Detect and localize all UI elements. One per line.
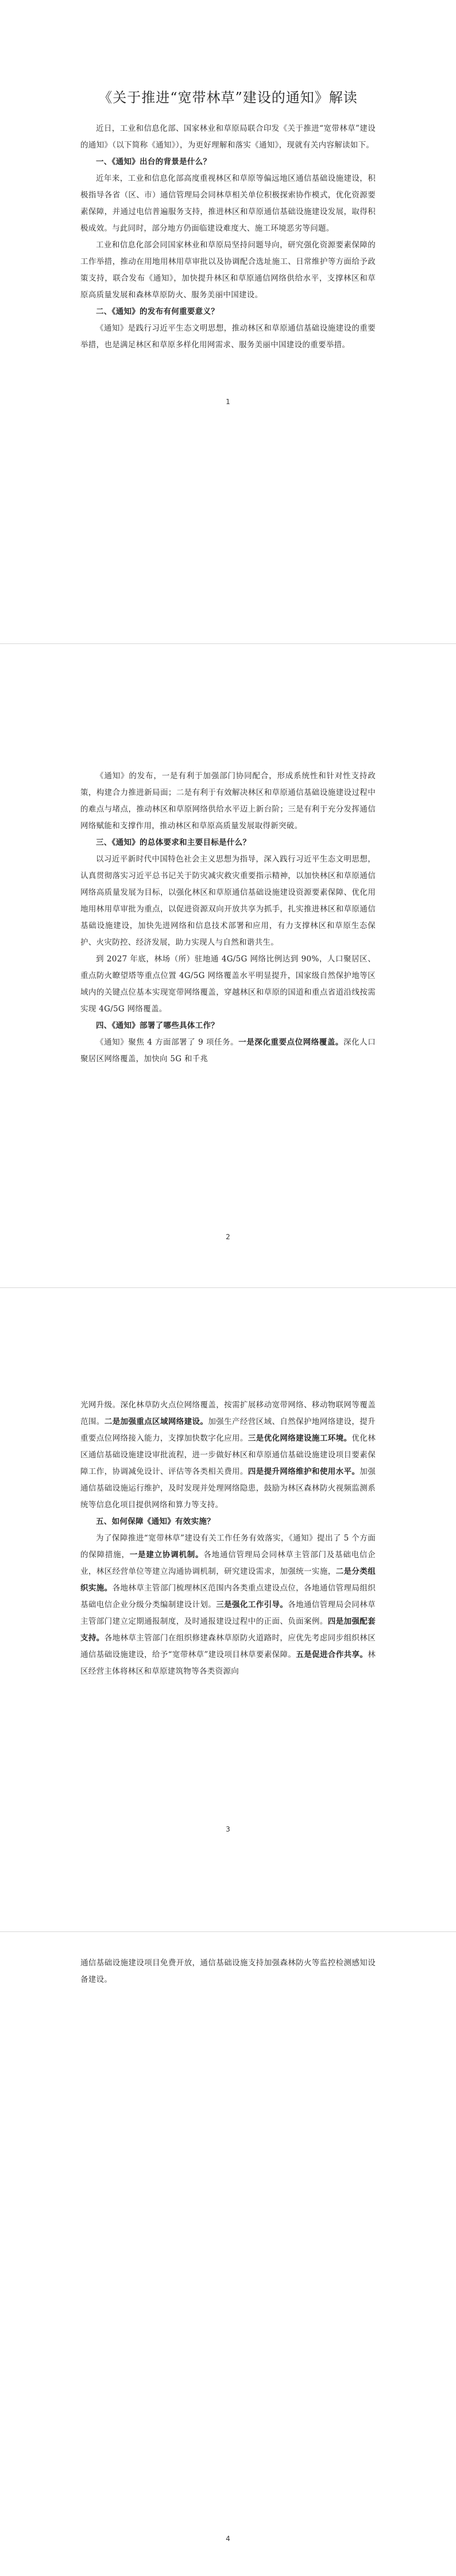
- page-4: [0, 1932, 456, 2576]
- body-paragraph: 到 2027 年底，林场（所）驻地通 4G/5G 网络比例达到 90%，人口聚居区、重点防火瞭望塔等重点位置 4G/5G 网络覆盖水平明显提升，国家级自然保护地等区域内的关键点位基本实现宽带网络覆盖，穿越林区和草原的国道和重点省道沿线按需实现 4G/5G 网络覆盖。: [80, 955, 376, 1014]
- body-paragraph: 通信基础设施建设项目免费开放，通信基础设施支持加强森林防火等监控检测感知设备建设。: [80, 1958, 376, 1984]
- page-2-content: [80, 768, 376, 1068]
- bold-run: 三是强化工作引导。: [216, 1600, 288, 1609]
- bold-run: 三是优化网络建设施工环境。: [248, 1434, 352, 1443]
- text-run: 各地林草主管部门在组织修建森林草原防火道路时，应优先考虑同步组织林区通信基础设施建设，给予“宽带林草”建设项目林草要素保障。: [80, 1634, 376, 1659]
- bold-run: 二是加强重点区域网络建设。: [104, 1417, 208, 1426]
- section-heading: 四、《通知》部署了哪些具体工作？: [96, 1021, 219, 1030]
- page-number: 3: [226, 1825, 230, 1833]
- text-run: 优化林区通信基础设施建设审批流程，进一步做好林区和草原通信基础设施建设项目要素保障工作，协调减免设计、评估等各类相关费用。: [80, 1434, 376, 1476]
- body-paragraph: 近年来，工业和信息化部高度重视林区和草原等偏远地区通信基础设施建设，积极指导各省（区、市）通信管理局会同林草相关单位积极探索协作模式，优化资源要素保障，并通过电信普遍服务支持，推进林区和草原通信基础设施建设发展，取得积极成效。与此同时，部分地方仍面临建设难度大、施工环境恶劣等问题。: [80, 174, 376, 233]
- page-divider: [0, 1287, 456, 1288]
- bold-run: 一是建立协调机制。: [129, 1550, 204, 1559]
- text-run: 光网升级。深化林草防火点位网络覆盖，按需扩展移动宽带网络、移动物联网等覆盖范围。: [80, 1400, 376, 1426]
- section-heading: 五、如何保障《通知》有效实施？: [96, 1517, 215, 1526]
- page-3-content: [80, 1397, 376, 1680]
- body-paragraph: [80, 1530, 376, 1680]
- page-1-content: [80, 121, 376, 354]
- page-divider: [0, 1931, 456, 1932]
- bold-run: 五是促进合作共享。: [296, 1650, 368, 1659]
- section-heading: 一、《通知》出台的背景是什么？: [96, 157, 211, 166]
- text-run: 加强通信基础设施运行维护，及时发现并处理网络隐患，鼓励为林区森林防火视频监测系统等信息化项目提供网络和算力等支持。: [80, 1467, 376, 1510]
- page-number: 4: [226, 2535, 230, 2543]
- body-paragraph: 工业和信息化部会同国家林业和草原局坚持问题导向，研究强化资源要素保障的工作举措，推动在用地用林用草审批以及协调配合选址施工、日常维护等方面给予政策支持，联合发布《通知》，加快提升林区和草原通信网络供给水平，支撑林区和草原高质量发展和森林草原防火、服务美丽中国建设。: [80, 240, 376, 300]
- body-paragraph: [80, 1034, 376, 1068]
- text-run: 加强生产经营区域、自然保护地网络建设，提升重要点位网络接入能力，支撑加快数字化应用。: [80, 1417, 376, 1443]
- bold-run: 二是分类组织实施。: [80, 1567, 376, 1593]
- page-4-content: [80, 1955, 376, 1988]
- text-run: 各地通信管理局会同林草主管部门建立定期通报制度，及时通报建设过程中的正面、负面案例。: [80, 1600, 376, 1626]
- page-2: [0, 644, 456, 1288]
- body-paragraph: 近日，工业和信息化部、国家林业和草原局联合印发《关于推进“宽带林草”建设的通知》（以下简称《通知》），为更好理解和落实《通知》，现就有关内容解读如下。: [80, 124, 376, 150]
- body-paragraph: 《通知》是践行习近平生态文明思想，推动林区和草原通信基础设施建设的重要举措，也是满足林区和草原多样化用网需求、服务美丽中国建设的重要举措。: [80, 324, 376, 350]
- bold-run: 四是加强配套支持。: [80, 1617, 376, 1643]
- document-title: 《关于推进“宽带林草”建设的通知》解读: [98, 90, 358, 106]
- bold-run: 一是深化重要点位网络覆盖。: [238, 1038, 343, 1047]
- bold-run: 四是提升网络维护和使用水平。: [248, 1467, 360, 1476]
- section-heading: 三、《通知》的总体要求和主要目标是什么？: [96, 838, 251, 847]
- text-run: 《通知》聚焦 4 方面部署了 9 项任务。: [96, 1038, 239, 1047]
- page-divider: [0, 643, 456, 644]
- page-number: 2: [226, 1233, 230, 1241]
- text-run: 为了保障推进“宽带林草”建设有关工作任务有效落实，《通知》提出了 5 个方面的保障措施，: [80, 1534, 376, 1559]
- page-number: 1: [226, 398, 230, 406]
- section-heading: 二、《通知》的发布有何重要意义？: [96, 307, 219, 316]
- body-paragraph: 《通知》的发布，一是有利于加强部门协同配合，形成系统性和针对性支持政策，构建合力推进新局面；二是有利于有效解决林区和草原通信基础设施建设过程中的难点与堵点，推动林区和草原网络供给水平迈上新台阶；三是有利于充分发挥通信网络赋能和支撑作用，推动林区和草原高质量发展取得新突破。: [80, 771, 376, 831]
- body-paragraph: [80, 1397, 376, 1514]
- text-run: 各地通信管理局会同林草主管部门及基础电信企业，林区经营单位等建立沟通协调机制，研究建设需求，加强统一实施，: [80, 1550, 376, 1576]
- page-3: [0, 1288, 456, 1932]
- text-run: 各地林草主管部门梳理林区范围内各类重点建设点位，各地通信管理局组织基础电信企业分级分类编制建设计划。: [80, 1584, 376, 1609]
- text-run: 林区经营主体将林区和草原建筑物等各类资源向: [80, 1650, 376, 1676]
- text-run: 深化人口聚居区网络覆盖，加快向 5G 和千兆: [80, 1038, 376, 1064]
- page-1: [0, 0, 456, 644]
- body-paragraph: 以习近平新时代中国特色社会主义思想为指导，深入践行习近平生态文明思想，认真贯彻落实习近平总书记关于防灾减灾救灾重要指示精神，以加快林区和草原通信网络高质量发展为目标，以强化林区和草原通信基础设施建设资源要素保障、优化用地用林用草审批为重点，以促进资源双向开放共享为抓手，扎实推进林区和草原通信基础设施建设，加快先进网络和信息技术部署和应用，有力支撑林区和草原生态保护、火灾防控、经济发展，助力实现人与自然和谐共生。: [80, 855, 376, 947]
